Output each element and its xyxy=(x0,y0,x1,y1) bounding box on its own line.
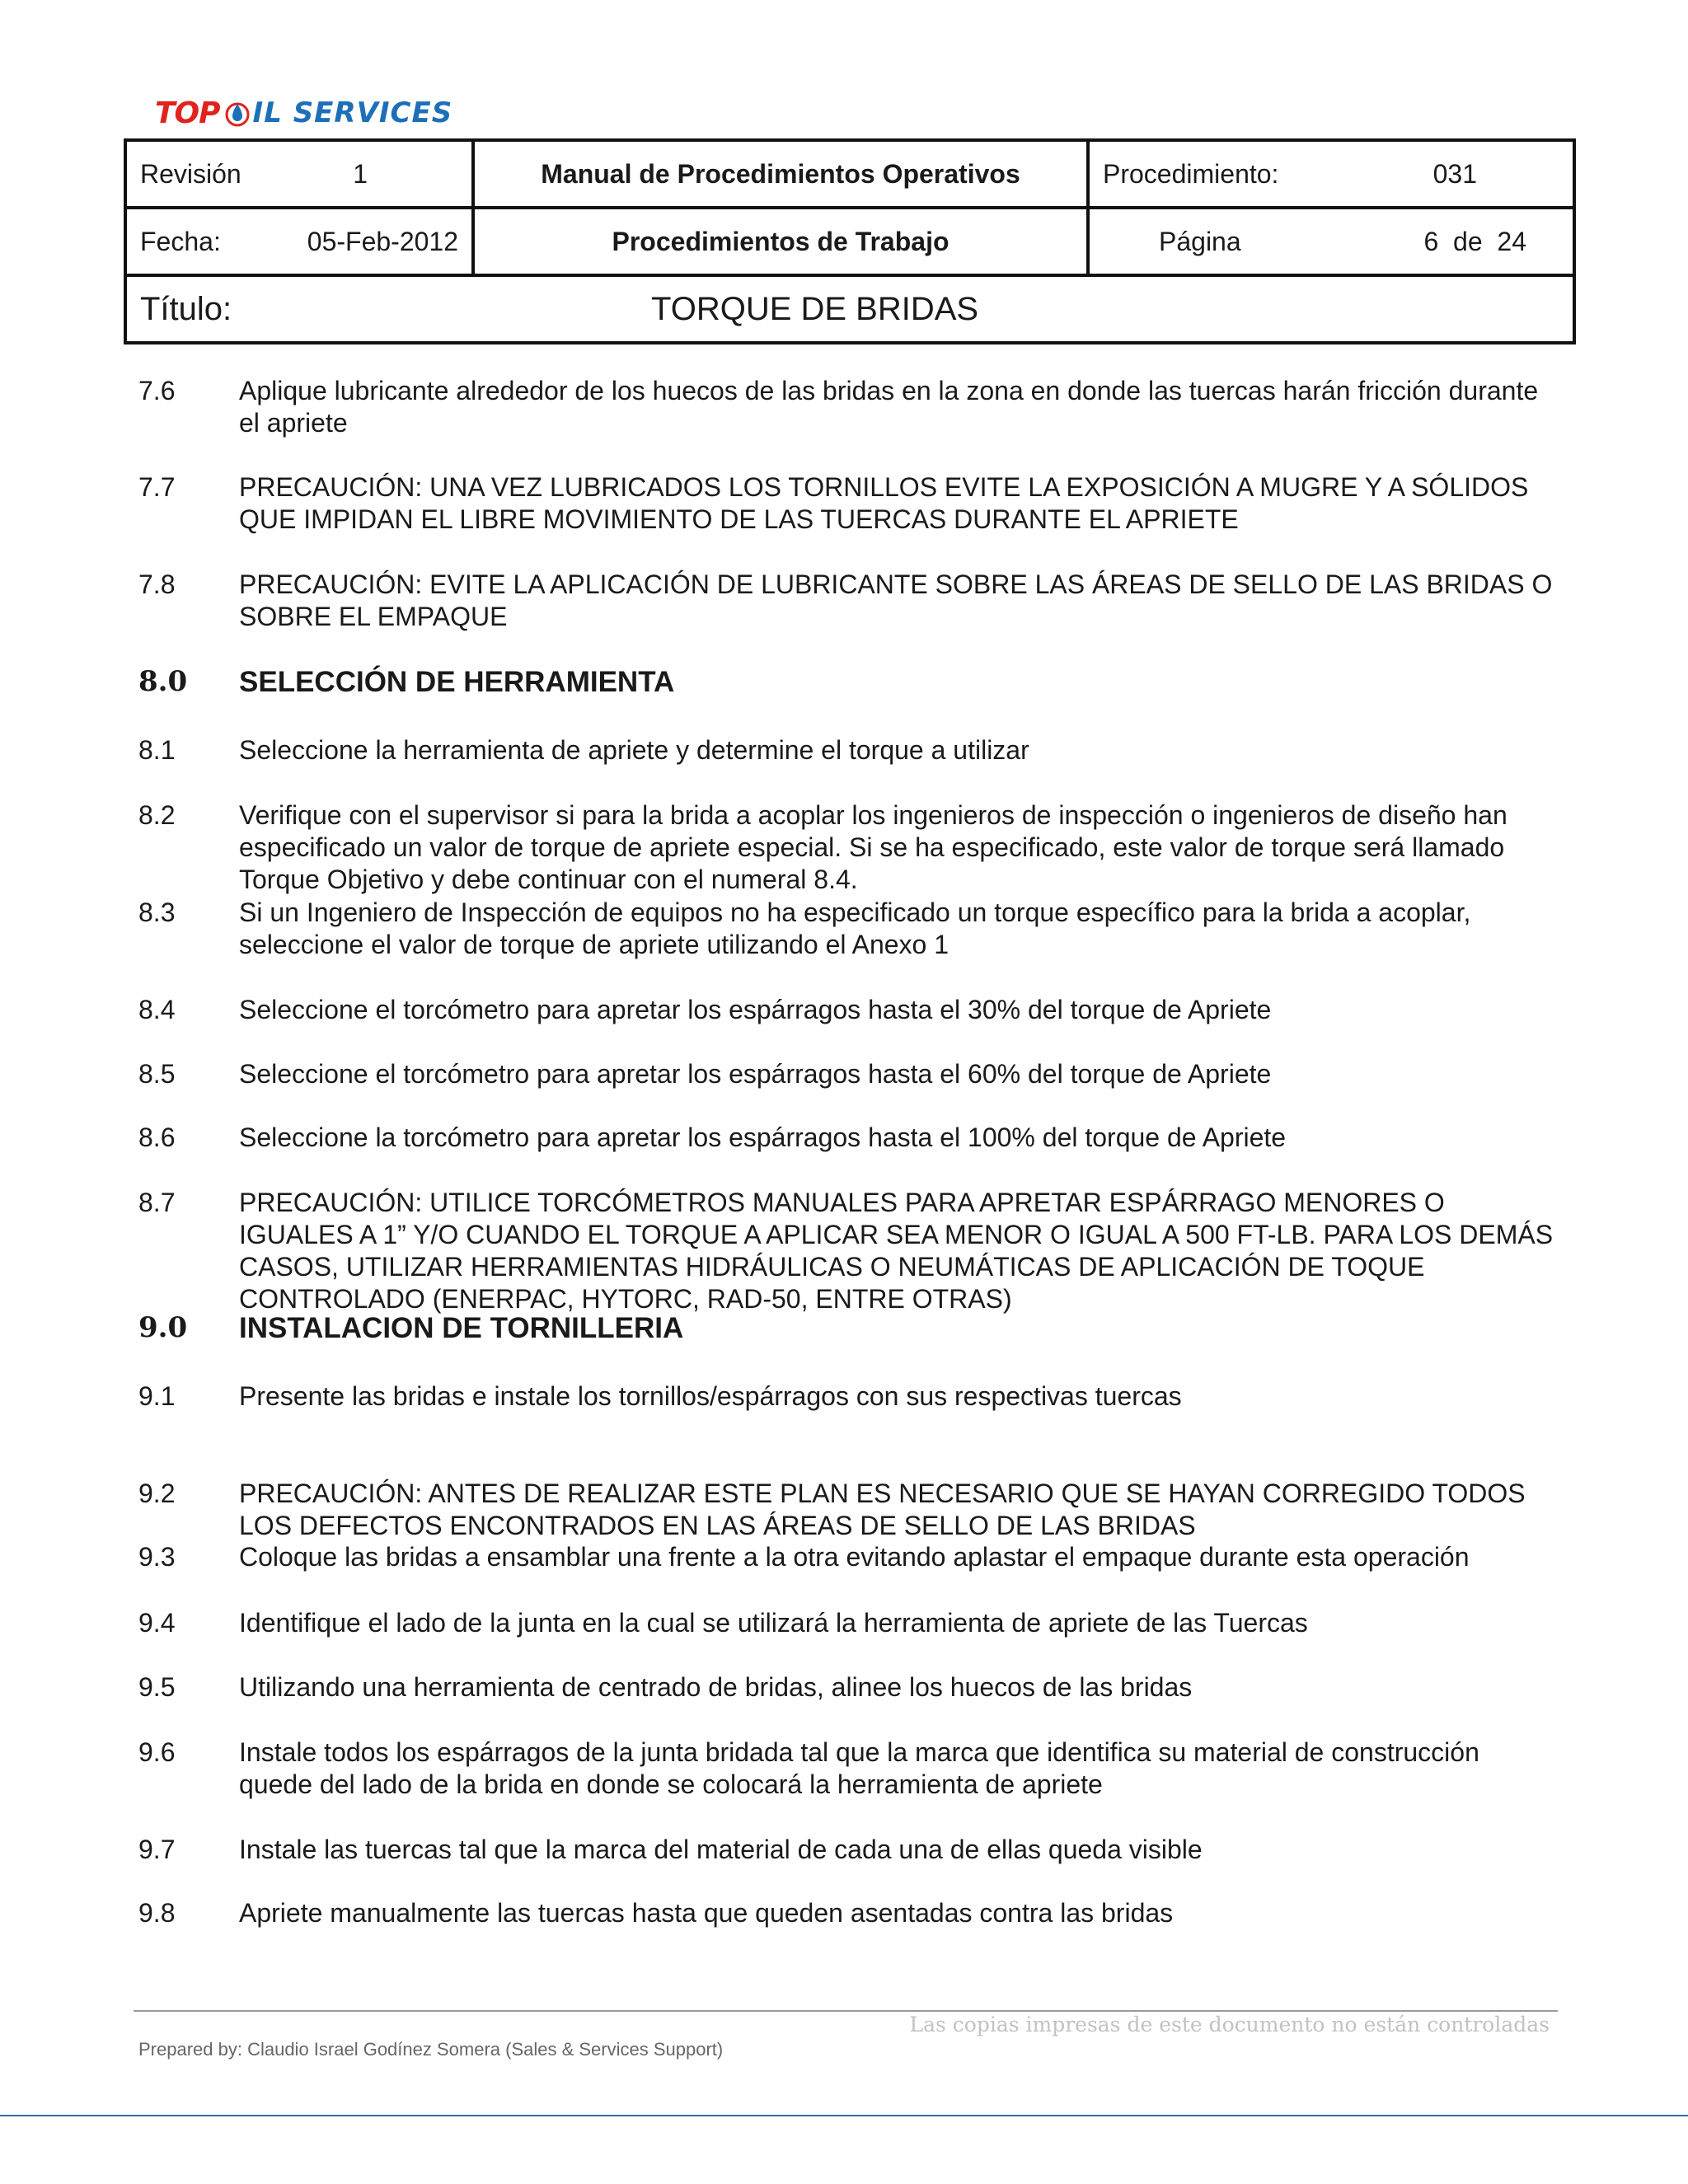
page-cell xyxy=(1088,208,1574,275)
step-number: 7.6 xyxy=(138,376,176,405)
step-text: Coloque las bridas a ensamblar una frente a la otra evitando aplastar el empaque durante esta operación xyxy=(239,1542,1470,1572)
logo-text-services: IL SERVICES xyxy=(252,96,453,129)
step-number: 9.8 xyxy=(138,1898,176,1928)
step-number: 8.4 xyxy=(138,995,176,1024)
procedure-step xyxy=(138,799,1556,896)
title-label: Título: xyxy=(140,290,232,327)
step-number: 9.6 xyxy=(138,1737,176,1767)
step-number: 8.7 xyxy=(138,1188,176,1217)
step-text: Instale todos los espárragos de la junta bridada tal que la marca que identifica su material de construcción quede del lado de la brida en donde se colocará la herramienta de apriete xyxy=(239,1737,1479,1799)
procedure-step xyxy=(138,375,1556,439)
procedure-step xyxy=(138,1541,1556,1573)
step-text: Identifique el lado de la junta en la cual se utilizará la herramienta de apriete de las Tuercas xyxy=(239,1608,1308,1638)
step-number: 9.3 xyxy=(138,1542,176,1572)
step-text: Verifique con el supervisor si para la brida a acoplar los ingenieros de inspección o ingenieros de diseño han especificado un valor de torque de apriete especial. Si se ha especificado, este valor de torque será llamado Torque Objetivo y debe continuar con el numeral 8.4. xyxy=(239,800,1507,894)
procedure-step xyxy=(138,1897,1556,1929)
page-value: 6 de 24 xyxy=(1423,226,1526,256)
step-text: Apriete manualmente las tuercas hasta que queden asentadas contra las bridas xyxy=(239,1898,1174,1928)
oil-drop-icon xyxy=(223,99,251,127)
section-heading xyxy=(138,666,1556,698)
page-label: Página xyxy=(1159,226,1241,256)
step-number: 8.1 xyxy=(138,735,176,765)
step-text: Utilizando una herramienta de centrado de bridas, alinee los huecos de las bridas xyxy=(239,1672,1193,1702)
manual-title: Manual de Procedimientos Operativos xyxy=(473,140,1088,208)
procedure-step xyxy=(138,1058,1556,1090)
step-number: 7.8 xyxy=(138,569,176,599)
step-number: 9.4 xyxy=(138,1608,176,1638)
step-text: INSTALACION DE TORNILLERIA xyxy=(239,1312,684,1344)
step-text: PRECAUCIÓN: UTILICE TORCÓMETROS MANUALES PARA APRETAR ESPÁRRAGO MENORES O IGUALES A 1” Y/O CUANDO EL TORQUE A APLICAR SEA MENOR O IGUAL A 500 FT-LB. PARA LOS DEMÁS CASOS, UTILIZAR HERRAMIENTAS HIDRÁULICAS O NEUMÁTICAS DE APLICACIÓN DE TOQUE CONTROLADO (ENERPAC, HYTORC, RAD-50, ENTRE OTRAS) xyxy=(239,1188,1554,1314)
step-text: Seleccione el torcómetro para apretar los espárragos hasta el 60% del torque de Apriete xyxy=(239,1059,1272,1089)
step-text: Si un Ingeniero de Inspección de equipos no ha especificado un torque específico para la brida a acoplar, seleccione el valor de torque de apriete utilizando el Anexo 1 xyxy=(239,898,1471,959)
section-heading xyxy=(138,1312,1556,1344)
procedure-value: 031 xyxy=(1432,158,1477,189)
step-number: 7.7 xyxy=(138,472,176,502)
step-text: PRECAUCIÓN: UNA VEZ LUBRICADOS LOS TORNILLOS EVITE LA EXPOSICIÓN A MUGRE Y A SÓLIDOS QUE IMPIDAN EL LIBRE MOVIMIENTO DE LAS TUERCAS DURANTE EL APRIETE xyxy=(239,472,1529,534)
document-title: TORQUE DE BRIDAS xyxy=(651,290,979,327)
step-number: 8.3 xyxy=(138,898,176,927)
step-text: Aplique lubricante alrededor de los huecos de las bridas en la zona en donde las tuercas harán fricción durante el apriete xyxy=(239,376,1539,438)
step-number: 8.5 xyxy=(138,1059,176,1089)
revision-cell xyxy=(125,140,473,208)
revision-value: 1 xyxy=(353,158,368,189)
date-cell xyxy=(125,208,473,275)
procedure-step xyxy=(138,1607,1556,1639)
procedure-step xyxy=(138,1834,1556,1866)
step-number: 9.5 xyxy=(138,1672,176,1702)
procedure-step xyxy=(138,994,1556,1026)
step-number: 9.7 xyxy=(138,1835,176,1864)
procedure-step xyxy=(138,1736,1556,1801)
prepared-by: Prepared by: Claudio Israel Godínez Somera (Sales & Services Support) xyxy=(138,2039,724,2060)
step-number: 9.1 xyxy=(138,1381,176,1411)
title-cell xyxy=(125,275,1574,343)
step-text: PRECAUCIÓN: ANTES DE REALIZAR ESTE PLAN ES NECESARIO QUE SE HAYAN CORREGIDO TODOS LOS DEFECTOS ENCONTRADOS EN LAS ÁREAS DE SELLO DE LAS BRIDAS xyxy=(239,1479,1526,1540)
footer-divider xyxy=(134,2010,1558,2012)
logo-text-top: TOP xyxy=(155,96,220,130)
procedure-step xyxy=(138,471,1556,536)
step-text: SELECCIÓN DE HERRAMIENTA xyxy=(239,666,675,698)
step-text: PRECAUCIÓN: EVITE LA APLICACIÓN DE LUBRICANTE SOBRE LAS ÁREAS DE SELLO DE LAS BRIDAS O SOBRE EL EMPAQUE xyxy=(239,569,1553,631)
step-text: Seleccione la herramienta de apriete y determine el torque a utilizar xyxy=(239,735,1029,765)
step-text: Presente las bridas e instale los tornillos/espárragos con sus respectivas tuercas xyxy=(239,1381,1182,1411)
procedure-step xyxy=(138,1478,1556,1542)
procedure-step xyxy=(138,1187,1556,1315)
revision-label: Revisión xyxy=(140,158,241,189)
procedure-step xyxy=(138,1380,1556,1413)
step-text: Instale las tuercas tal que la marca del material de cada una de ellas queda visible xyxy=(239,1835,1203,1864)
procedure-step xyxy=(138,1671,1556,1704)
step-number: 8.2 xyxy=(138,800,176,830)
procedure-step xyxy=(138,897,1556,961)
document-header-table xyxy=(124,138,1576,344)
procedure-label: Procedimiento: xyxy=(1103,158,1279,189)
procedure-step xyxy=(138,569,1556,633)
company-logo xyxy=(155,92,452,134)
step-text: Seleccione la torcómetro para apretar los espárragos hasta el 100% del torque de Apriete xyxy=(239,1122,1287,1152)
manual-subtitle: Procedimientos de Trabajo xyxy=(473,208,1088,275)
date-label: Fecha: xyxy=(140,226,221,256)
date-value: 05-Feb-2012 xyxy=(307,226,458,256)
step-text: Seleccione el torcómetro para apretar los espárragos hasta el 30% del torque de Apriete xyxy=(239,995,1272,1024)
step-number: 9.2 xyxy=(138,1479,176,1508)
step-number: 9.0 xyxy=(138,1311,188,1344)
procedure-step xyxy=(138,1122,1556,1154)
step-number: 8.6 xyxy=(138,1122,176,1152)
procedure-step xyxy=(138,734,1556,766)
procedure-cell xyxy=(1088,140,1574,208)
step-number: 8.0 xyxy=(138,665,188,698)
uncontrolled-copy-note: Las copias impresas de este documento no están controladas xyxy=(909,2013,1550,2036)
page-bottom-divider xyxy=(0,2115,1688,2116)
